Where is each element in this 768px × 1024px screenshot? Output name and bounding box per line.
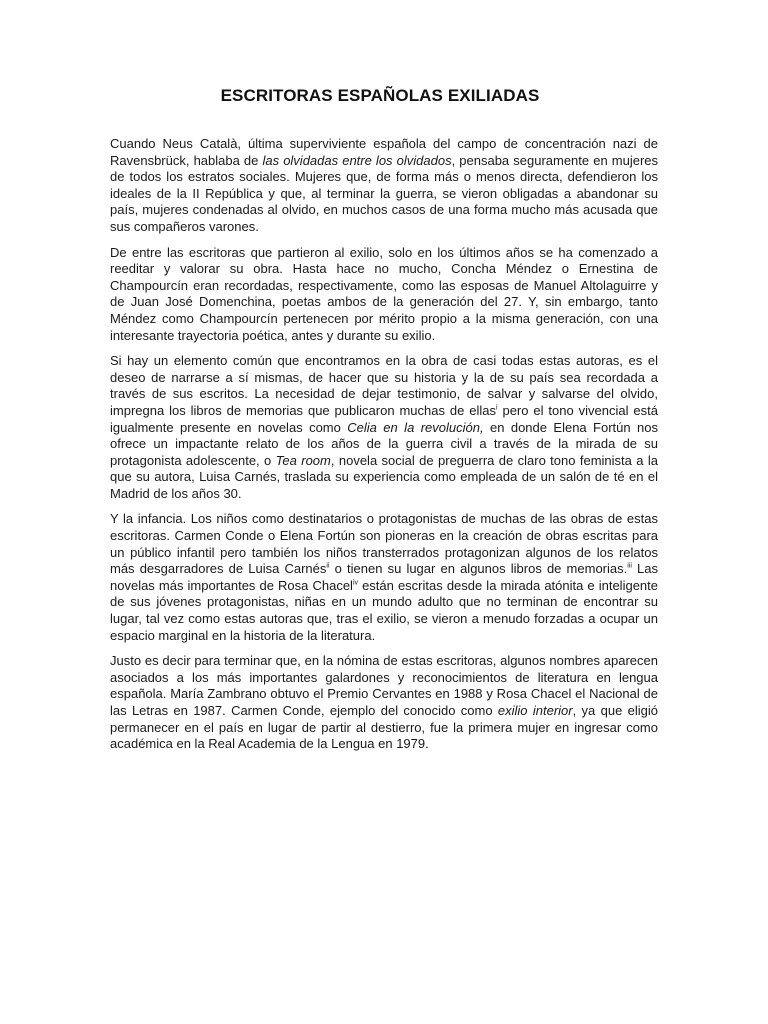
document-page [110,0,658,762]
paragraph-3-italic-title-celia: Celia en la revolución, [347,419,484,435]
paragraph-5-text-a: Justo es decir para terminar que, en la nómina de estas escritoras, algunos nombres aparecen asociados a los más importantes galardones y reconocimientos de literatura en lengua española. María Zambrano obtuvo el Premio Cervantes en 1988 y Rosa Chacel el Nacional de las Letras en 1987. Carmen Conde, ejemplo del conocido como [110,653,658,718]
document-title: ESCRITORAS ESPAÑOLAS EXILIADAS [220,86,540,105]
paragraph-1-text-c: , pensaba seguramente en mujeres de todos los estratos sociales. Mujeres que, de forma más o menos directa, defendieron los ideales de la II República y que, al terminar la guerra, se vieron obligadas a abandonar su país, mujeres condenadas al olvido, en muchos casos de una forma mucho más acusada que sus compañeros varones. [110,152,659,234]
paragraph-2 [110,245,658,345]
footnote-marker: iii [627,562,632,570]
paragraph-2-text: De entre las escritoras que partieron al exilio, solo en los últimos años se ha comenzado a reeditar y valorar su obra. Hasta hace no mucho, Concha Méndez o Ernestina de Champourcín eran recordadas, respectivamente, como las esposas de Manuel Altolaguirre y de Juan José Domenchina, poetas ambos de la generación del 27. Y, sin embargo, tanto Méndez como Champourcín pertenecen por mérito propio a la misma generación, con una interesante trayectoria poética, antes y durante su exilio. [110,244,658,343]
paragraph-1 [110,136,658,236]
document-body [110,136,658,753]
paragraph-5 [110,653,658,753]
paragraph-3 [110,353,658,502]
paragraph-4-text-a: Y la infancia. Los niños como destinatarios o protagonistas de muchas de las obras de estas escritoras. Carmen Conde o Elena Fortún son pioneras en la creación de obras escritas para un público infantil pero también los niños transterrados protagonizan algunos de los relatos más desgarradores de Luisa Carnés [110,511,658,577]
paragraph-4 [110,511,658,644]
paragraph-1-italic-quote: las olvidadas entre los olvidados [262,152,452,168]
paragraph-4-text-d: están escritas desde la mirada atónita e inteligente de sus jóvenes protagonistas, niñas en un mundo adulto que no terminan de encontrar su lugar, tal vez como estas autoras que, tras el exilio, se vieron a menudo forzadas a ocupar un espacio marginal en la historia de la literatura. [110,577,658,643]
paragraph-1-text-a: Cuando Neus Català, última superviviente española del campo de concentración nazi de Ravensbrück, hablaba de [110,136,658,168]
footnote-marker: ii [326,562,330,570]
footnote-marker: iv [352,579,358,587]
paragraph-3-text-b: pero el tono vivencial está igualmente presente en novelas como [110,402,658,435]
paragraph-4-text-b: o tienen su lugar en algunos libros de memorias. [329,561,628,577]
paragraph-4-text-c: Las novelas más importantes de Rosa Chacel [110,561,659,593]
paragraph-3-text-d: en donde Elena Fortún nos ofrece un impactante relato de los años de la guerra civil a través de la mirada de su protagonista adolescente, o [110,419,659,468]
footnote-marker: i [496,404,498,412]
paragraph-5-italic-term: exilio interior [497,703,573,718]
paragraph-3-italic-title-tea-room: Tea room [275,452,331,468]
paragraph-3-text-f: , novela social de preguerra de claro tono feminista a la que su autora, Luisa Carnés, traslada su experiencia como empleada de un salón de té en el Madrid de los años 30. [110,452,658,501]
paragraph-3-text-a: Si hay un elemento común que encontramos en la obra de casi todas estas autoras, es el deseo de narrarse a sí mismas, de hacer que su historia y la de su país sea recordada a través de sus escritos. La necesidad de dejar testimonio, de salvar y salvarse del olvido, impregna los libros de memorias que publicaron muchas de ellas [110,353,658,418]
paragraph-5-text-c: , ya que eligió permanecer en el país en lugar de partir al destierro, fue la primera mujer en ingresar como académica en la Real Academia de la Lengua en 1979. [110,703,658,752]
